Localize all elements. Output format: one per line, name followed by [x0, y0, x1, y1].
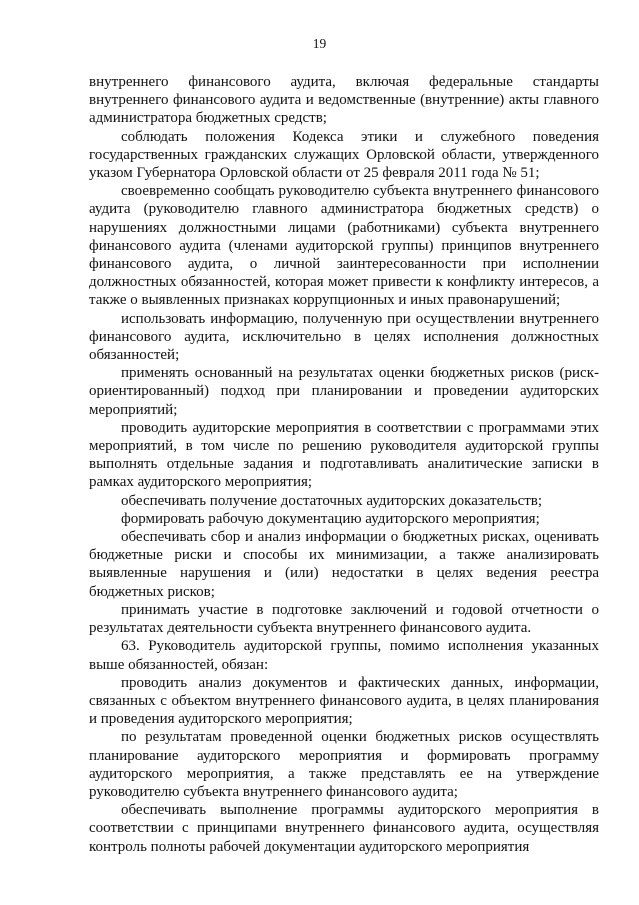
paragraph-section-63: 63. Руководитель аудиторской группы, помимо исполнения указанных выше обязанностей, обязан: [89, 638, 599, 673]
paragraph-audit-evidence: обеспечивать получение достаточных аудиторских доказательств; [121, 492, 543, 509]
paragraph-conduct-audits: проводить аудиторские мероприятия в соответствии с программами этих мероприятий, в том числе по решению руководителя аудиторской группы выполнять отдельные задания и подготавливать аналитические записки в рамках аудиторского мероприятия; [89, 419, 599, 491]
paragraph-analyze-documents: проводить анализ документов и фактических данных, информации, связанных с объектом внутреннего финансового аудита, в целях планирования и проведения аудиторского мероприятия; [89, 674, 599, 728]
paragraph-working-documentation: формировать рабочую документацию аудиторского мероприятия; [121, 510, 540, 527]
paragraph-program-execution: обеспечивать выполнение программы аудиторского мероприятия в соответствии с принципами внутреннего финансового аудита, осуществляя контроль полноты рабочей документации аудиторского мероприятия [89, 802, 599, 855]
body-text [89, 73, 599, 856]
paragraph-risk-based-approach: применять основанный на результатах оценки бюджетных рисков (риск-ориентированный) подход при планировании и проведении аудиторских мероприятий; [89, 365, 599, 418]
paragraph-audit-planning: по результатам проведенной оценки бюджетных рисков осуществлять планирование аудиторского мероприятия и формировать программу аудиторского мероприятия, а также представлять ее на утверждение руководителю субъекта внутреннего финансового аудита; [89, 729, 599, 800]
paragraph-continuation: внутреннего финансового аудита, включая федеральные стандарты внутреннего финансового аудита и ведомственные (внутренние) акты главного администратора бюджетных средств; [89, 74, 599, 127]
paragraph-annual-reporting: принимать участие в подготовке заключений и годовой отчетности о результатах деятельности субъекта внутреннего финансового аудита. [89, 601, 599, 637]
page-number: 19 [312, 36, 327, 51]
paragraph-use-information: использовать информацию, полученную при осуществлении внутреннего финансового аудита, исключительно в целях исполнения должностных обязанностей; [89, 310, 599, 364]
paragraph-ethics-code: соблюдать положения Кодекса этики и служебного поведения государственных гражданских служащих Орловской области, утвержденного указом Губернатора Орловской области от 25 февраля 2011 года № 51; [89, 128, 599, 182]
paragraph-budget-risks: обеспечивать сбор и анализ информации о бюджетных рисках, оценивать бюджетные риски и способы их минимизации, а также анализировать выявленные нарушения и (или) недостатки в целях ведения реестра бюджетных рисков; [89, 529, 599, 600]
paragraph-report-violations: своевременно сообщать руководителю субъекта внутреннего финансового аудита (руководителю главного администратора бюджетных средств) о нарушениях должностными лицами (работниками) субъекта внутреннего финансового аудита (членами аудиторской группы) принципов внутреннего финансового аудита, о личной заинтересованности при исполнении должностных обязанностей, которая может привести к конфликту интересов, а также о выявленных признаках коррупционных и иных правонарушений; [89, 183, 599, 309]
